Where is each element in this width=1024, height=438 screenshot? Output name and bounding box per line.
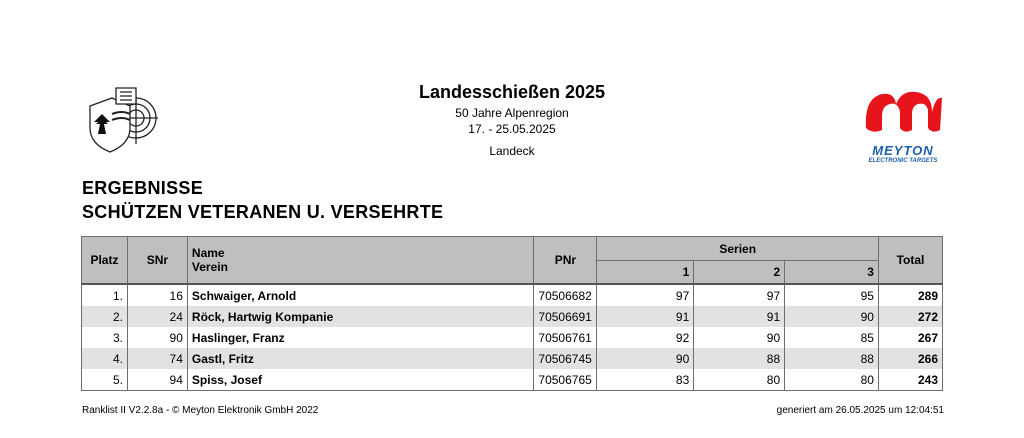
cell-pnr: 70506691 — [534, 306, 597, 327]
cell-total: 267 — [878, 327, 942, 348]
table-row — [82, 327, 943, 348]
cell-name: Gastl, Fritz — [187, 348, 534, 369]
cell-serie-2: 90 — [694, 327, 785, 348]
table-row — [82, 369, 943, 391]
cell-total: 243 — [878, 369, 942, 391]
header-name: Name — [191, 246, 225, 260]
cell-snr: 90 — [127, 327, 187, 348]
cell-name: Spiss, Josef — [187, 369, 534, 391]
cell-platz: 2. — [82, 306, 128, 327]
cell-total: 266 — [878, 348, 942, 369]
cell-snr: 74 — [127, 348, 187, 369]
event-subtitle: 50 Jahre Alpenregion — [455, 106, 569, 120]
header-pnr: PNr — [534, 237, 597, 285]
cell-serie-2: 88 — [694, 348, 785, 369]
cell-serie-3: 85 — [785, 327, 879, 348]
results-table — [81, 236, 943, 391]
header-total: Total — [878, 237, 942, 285]
cell-name: Schwaiger, Arnold — [187, 284, 534, 306]
header-serie-1: 1 — [597, 261, 694, 285]
section-subheading: SCHÜTZEN VETERANEN U. VERSEHRTE — [82, 202, 444, 222]
cell-serie-2: 80 — [694, 369, 785, 391]
page-title: Landesschießen 2025 — [418, 82, 606, 102]
event-location: Landeck — [489, 144, 535, 158]
cell-name: Röck, Hartwig Kompanie — [187, 306, 534, 327]
table-row — [82, 306, 943, 327]
cell-serie-3: 80 — [785, 369, 879, 391]
cell-serie-2: 97 — [694, 284, 785, 306]
header-serie-2: 2 — [694, 261, 785, 285]
cell-platz: 1. — [82, 284, 128, 306]
cell-serie-1: 92 — [597, 327, 694, 348]
header-serie-3: 3 — [785, 261, 879, 285]
footer-version: Ranklist II V2.2.8a - © Meyton Elektronik GmbH 2022 — [82, 405, 319, 416]
cell-serie-3: 95 — [785, 284, 879, 306]
cell-pnr: 70506765 — [534, 369, 597, 391]
cell-snr: 24 — [127, 306, 187, 327]
cell-serie-1: 91 — [597, 306, 694, 327]
cell-platz: 4. — [82, 348, 128, 369]
section-heading: ERGEBNISSE — [82, 178, 204, 198]
cell-snr: 16 — [127, 284, 187, 306]
header-snr: SNr — [127, 237, 187, 285]
cell-total: 272 — [878, 306, 942, 327]
meyton-tagline: ELECTRONIC TARGETS — [868, 158, 938, 164]
cell-serie-3: 88 — [785, 348, 879, 369]
table-row — [82, 348, 943, 369]
cell-serie-1: 97 — [597, 284, 694, 306]
meyton-wordmark: MEYTON — [872, 143, 934, 158]
header-serien: Serien — [597, 237, 879, 261]
cell-pnr: 70506682 — [534, 284, 597, 306]
event-dates: 17. - 25.05.2025 — [468, 122, 556, 136]
cell-total: 289 — [878, 284, 942, 306]
table-row — [82, 284, 943, 306]
cell-serie-3: 90 — [785, 306, 879, 327]
cell-serie-1: 90 — [597, 348, 694, 369]
header-platz: Platz — [82, 237, 128, 285]
header-verein: Verein — [191, 260, 228, 274]
cell-platz: 3. — [82, 327, 128, 348]
cell-serie-2: 91 — [694, 306, 785, 327]
cell-pnr: 70506745 — [534, 348, 597, 369]
header-name-verein — [187, 237, 534, 285]
cell-serie-1: 83 — [597, 369, 694, 391]
cell-pnr: 70506761 — [534, 327, 597, 348]
cell-platz: 5. — [82, 369, 128, 391]
footer-generated: generiert am 26.05.2025 um 12:04:51 — [776, 405, 944, 416]
cell-snr: 94 — [127, 369, 187, 391]
cell-name: Haslinger, Franz — [187, 327, 534, 348]
